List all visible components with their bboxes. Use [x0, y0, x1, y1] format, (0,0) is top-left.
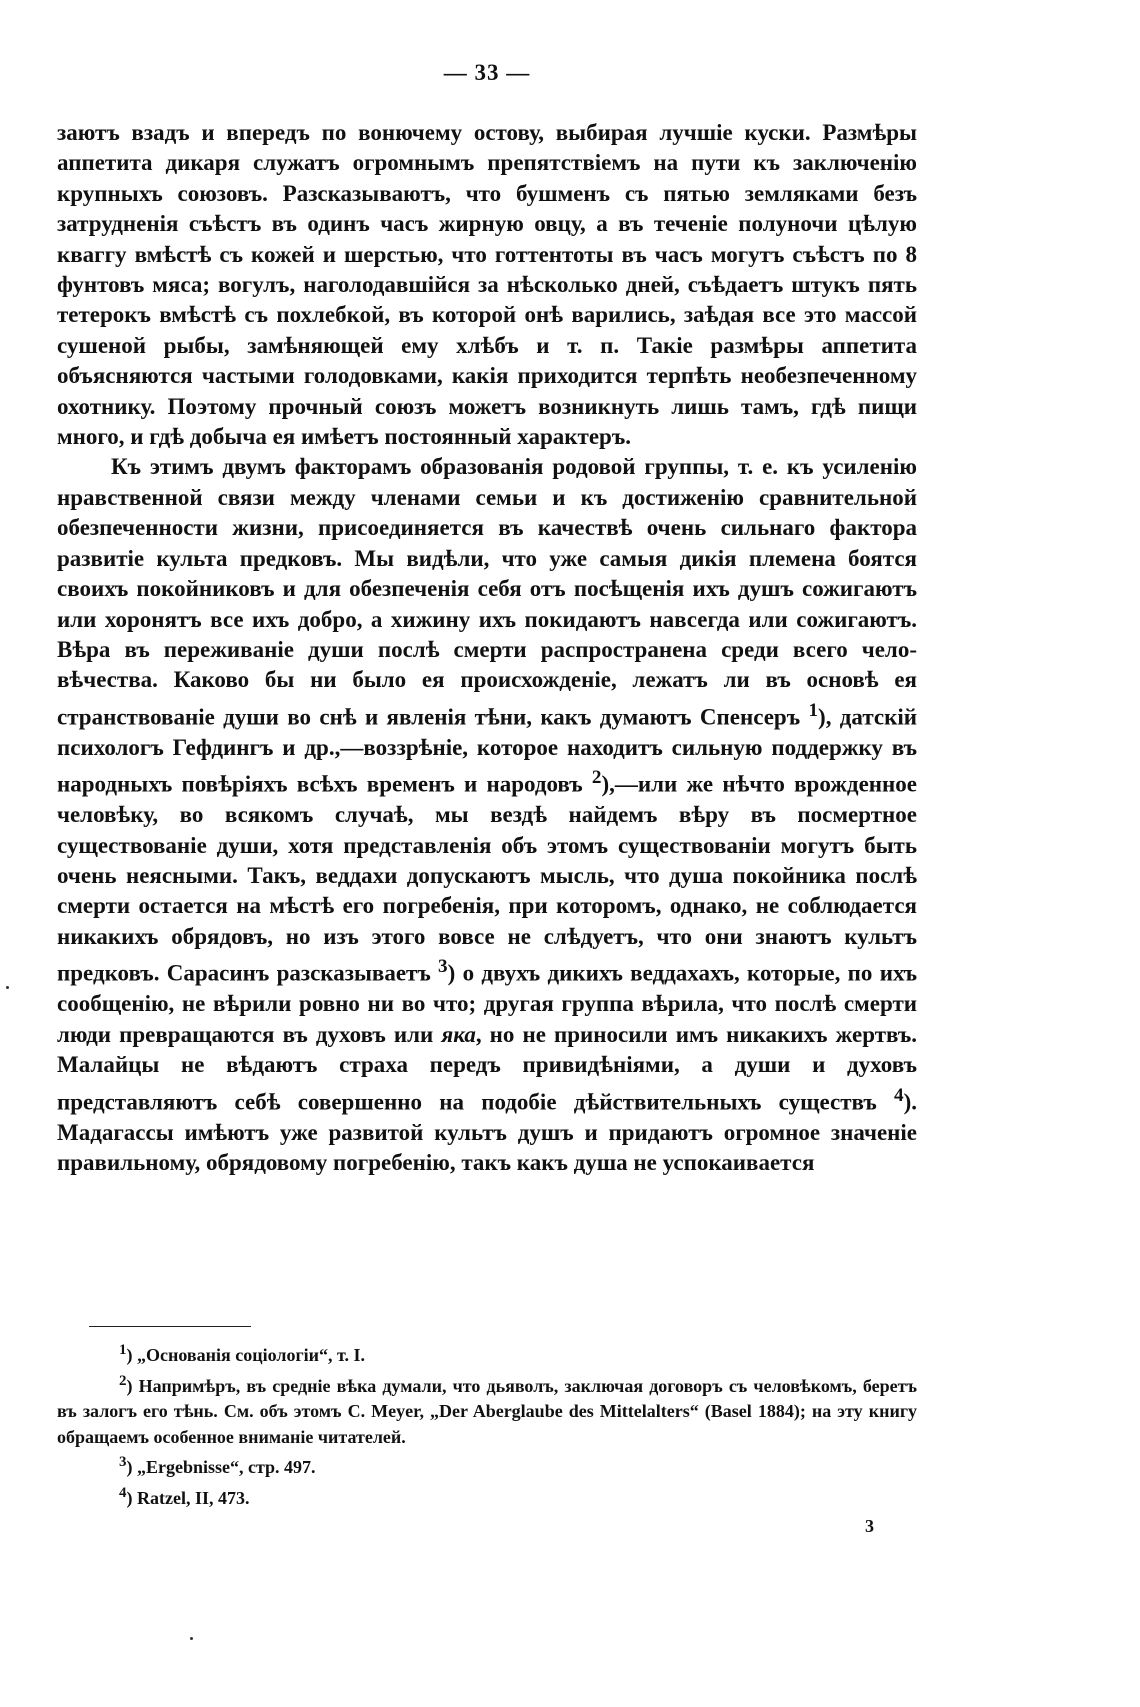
- footnote-ref-2: 2: [591, 767, 602, 789]
- printer-signature-mark: 3: [865, 1516, 874, 1536]
- footnote-ref-1: 1: [808, 699, 819, 721]
- footnote-4: [57, 1481, 917, 1512]
- footnote-3-text: ) „Ergebnisse“, стр. 497.: [126, 1457, 316, 1478]
- footnote-4-text: ) Ratzel, II, 473.: [126, 1487, 250, 1508]
- footnote-ref-4: 4: [894, 1084, 904, 1106]
- scan-speck: [190, 1637, 193, 1640]
- paragraph-2-part-2: ), датскій психологъ Гефдингъ и др.,—воззрѣніе, которое находитъ сильную поддержку въ народныхъ повѣріяхъ всѣхъ временъ и народовъ: [57, 704, 917, 797]
- paragraph-2-part-5: , но не приносили имъ никакихъ жертвъ. Малайцы не вѣдаютъ страха передъ привидѣніями, а души и духовъ представляютъ себѣ совершенно на подобіе дѣйствительныхъ существъ: [57, 1021, 918, 1115]
- paragraph-2-part-3: ),—или же нѣчто врожденное человѣку, во всякомъ случаѣ, мы вездѣ найдемъ вѣру въ посмертное существованіе души, хотя представленія объ этомъ существованіи могутъ быть очень неясными. Такъ, веддахи допускаютъ мысль, что душа покойника послѣ смерти остается на мѣстѣ его погребенія, при которомъ, однако, не соблюдается никакихъ обрядовъ, но изъ этого вовсе не слѣдуетъ, что они знаютъ культъ предковъ. Сарасинъ разсказываетъ: [57, 771, 917, 986]
- paragraph-1: заютъ взадъ и впередъ по вонючему остову, выбирая лучшіе куски. Размѣры аппетита дикаря служатъ огромнымъ препятствіемъ на пути къ заключенію крупныхъ союзовъ. Разсказываютъ, что бушменъ съ пятью земляками безъ затрудненія съѣстъ въ одинъ часъ жирную овцу, а въ теченіе полуночи цѣлую кваггу вмѣстѣ съ кожей и шерстью, что готтентоты въ часъ могутъ съѣстъ по 8 фунтовъ мяса; вогулъ, наголодавшійся за нѣсколько дней, съѣдаетъ штукъ пять тетерокъ вмѣстѣ съ похлебкой, въ которой онѣ варились, заѣдая все это массой сушеной рыбы, замѣняющей ему хлѣбъ и т. п. Такіе размѣры аппетита объясняются частыми голодовками, какія приходится терпѣть необезпеченному охотнику. Поэтому прочный союзъ можетъ возникнуть лишь тамъ, гдѣ пищи много, и гдѣ добыча ея имѣетъ постоянный характеръ.: [57, 120, 917, 450]
- footnote-3-number: 3: [119, 1454, 127, 1471]
- italic-term-yaka: яка: [441, 1021, 476, 1047]
- footnote-2: [57, 1369, 917, 1451]
- footnotes: [57, 1338, 917, 1512]
- paragraph-2-part-4: ) о двухъ дикихъ веддахахъ, которые, по ихъ сообщенію, не вѣрили ровно ни во что; другая группа вѣрила, что послѣ смерти люди превращаются въ духовъ или: [57, 960, 917, 1047]
- book-page: [57, 0, 917, 1707]
- footnote-2-text: ) Напримѣръ, въ средніе вѣка думали, что дьяволъ, заключая договоръ съ человѣкомъ, беретъ въ залогъ его тѣнь. См. объ этомъ C. Meyer, „Der Aberglaube des Mittelalters“ (Basel 1884); на эту книгу обращаемъ особенное вниманіе читателей.: [57, 1375, 917, 1447]
- body-text: [57, 118, 917, 1178]
- footnote-1: [57, 1338, 917, 1369]
- footnote-1-number: 1: [119, 1342, 127, 1358]
- paragraph-2-part-1: Къ этимъ двумъ факторамъ образованія родовой группы, т. е. къ усиленію нравственной связи между членами семьи и къ достиженію сравнительной обезпеченности жизни, присоединяется въ качествѣ очень сильнаго фактора развитіе культа предковъ. Мы видѣли, что уже самыя дикія племена боятся своихъ покойниковъ и для обезпеченія себя отъ посѣщенія ихъ душъ сожигаютъ или хоронятъ все ихъ добро, а хижину ихъ покидаютъ навсегда или сожигаютъ. Вѣра въ переживаніе души послѣ смерти распространена среди всего человѣчества. Каково бы ни было ея происхожденіе, лежатъ ли въ основѣ ея странствованіе души во снѣ и явленія тѣни, какъ думаютъ Спенсеръ: [57, 454, 917, 730]
- footnote-ref-3: 3: [438, 956, 448, 978]
- footnote-2-number: 2: [119, 1372, 127, 1389]
- paragraph-2-part-6: ). Мадагассы имѣютъ уже развитой культъ душъ и придаютъ огромное значеніе правильному, обрядовому погребенію, такъ какъ душа не успокаивается: [57, 1089, 917, 1176]
- footnote-3: [57, 1450, 917, 1481]
- paragraph-2: [57, 452, 917, 1178]
- footnote-4-number: 4: [119, 1484, 127, 1501]
- scan-speck: [6, 986, 9, 989]
- footnote-divider: [89, 1326, 251, 1327]
- footnote-1-text: ) „Основанія соціологіи“, т. I.: [126, 1345, 365, 1365]
- page-number: — 33 —: [443, 60, 531, 85]
